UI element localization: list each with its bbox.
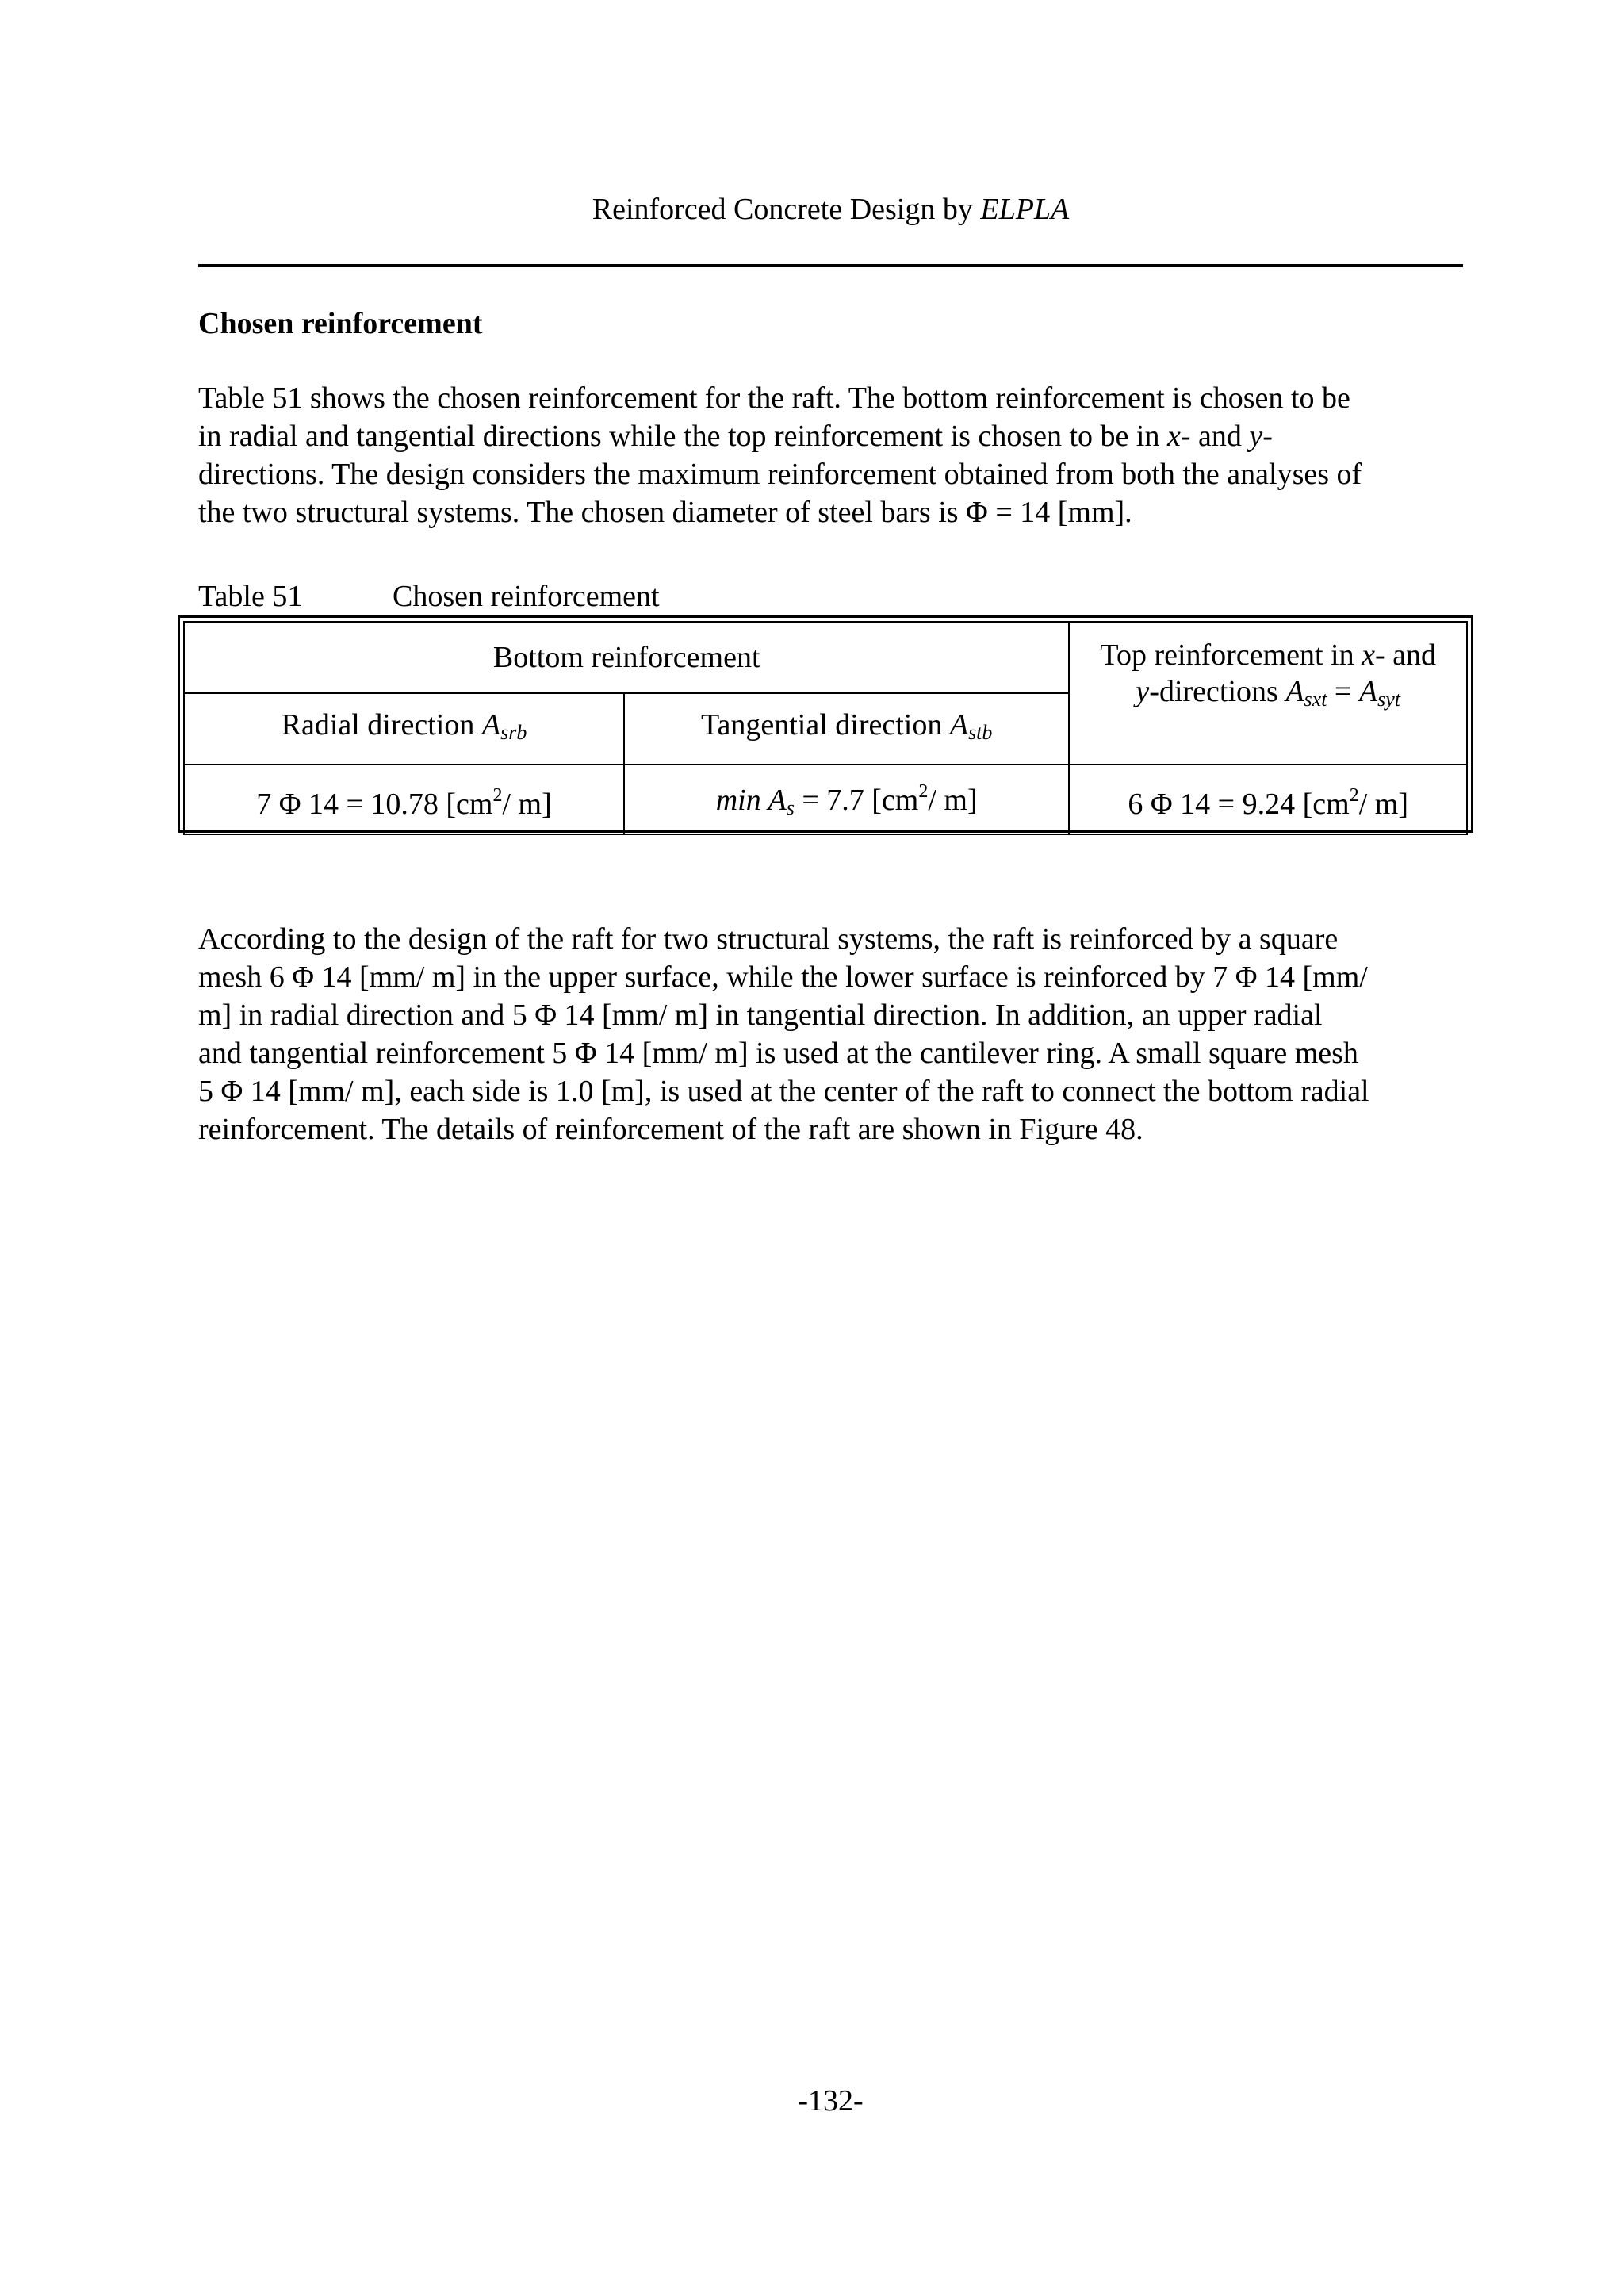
radial-direction-header: Radial direction $A_{srb}$ [184,693,624,765]
paragraph-line: and tangential reinforcement 5 Φ 14 [mm/ m] is used at the cantilever ring. A small square mesh [198,1037,1358,1070]
paragraph-line: mesh 6 Φ 14 [mm/ m] in the upper surface, while the lower surface is reinforced by 7 Φ 14 [mm/ [198,960,1368,994]
header-title-italic: ELPLA [980,193,1070,226]
header-divider [198,264,1463,267]
reinforcement-table [183,621,1468,835]
table-caption-number: Table 51 [198,580,303,613]
page-header [198,190,1463,228]
paragraph-line: According to the design of the raft for two structural systems, the raft is reinforced by a square [198,922,1339,956]
paragraph-line: in radial and tangential directions while the top reinforcement is chosen to be in x- and y- [198,420,1273,453]
paragraph-line: Table 51 shows the chosen reinforcement for the raft. The bottom reinforcement is chosen to be [198,381,1350,415]
radial-value-cell: 7 Φ 14 = 10.78 [$cm^2/$ m] [184,765,624,834]
table-caption [198,577,660,615]
table-caption-title: Chosen reinforcement [393,580,660,613]
top-value-cell: 6 Φ 14 = 9.24 [$cm^2/$ m] [1069,765,1467,834]
paragraph-line: reinforcement. The details of reinforcement of the raft are shown in Figure 48. [198,1113,1143,1146]
paragraph-design [198,920,1463,1148]
header-title-prefix: Reinforced Concrete Design by [592,193,981,226]
tangential-value-cell: $\min A_s = 7.7$ [$cm^2/$ m] [624,765,1069,834]
bottom-reinforcement-header: Bottom reinforcement [184,622,1069,693]
paragraph-intro [198,379,1463,531]
paragraph-line: m] in radial direction and 5 Φ 14 [mm/ m] in tangential direction. In addition, an upper radial [198,999,1323,1032]
top-reinforcement-header: Top reinforcement in x- and y-directions $A_{sxt} = A_{syt}$ [1069,622,1467,765]
page-number: -132- [798,2084,864,2118]
paragraph-line: 5 Φ 14 [mm/ m], each side is 1.0 [m], is used at the center of the raft to connect the bottom radial [198,1075,1369,1108]
paragraph-line: directions. The design considers the maximum reinforcement obtained from both the analyses of [198,458,1362,491]
reinforcement-table-frame [178,615,1473,833]
tangential-direction-header: Tangential direction $A_{stb}$ [624,693,1069,765]
section-heading: Chosen reinforcement [198,307,483,340]
paragraph-line: the two structural systems. The chosen diameter of steel bars is Φ = 14 [mm]. [198,496,1132,529]
